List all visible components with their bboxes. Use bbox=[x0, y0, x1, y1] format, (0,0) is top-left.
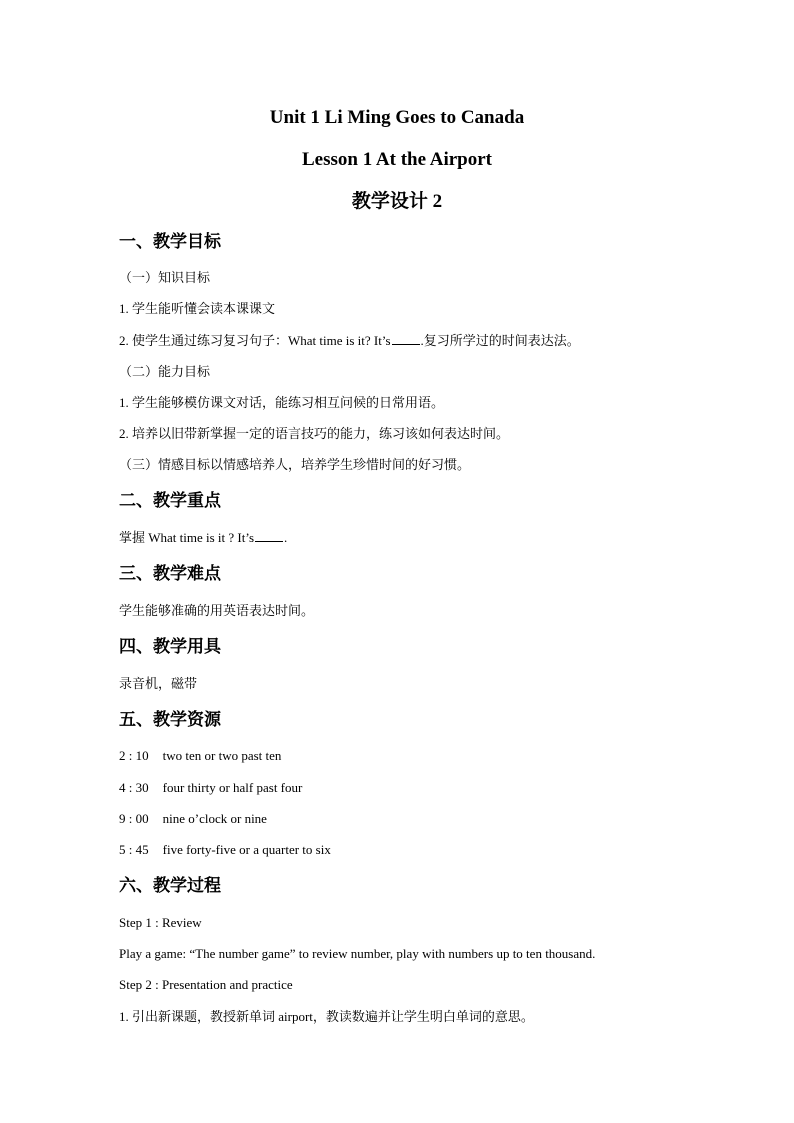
section-heading-tools: 四、教学用具 bbox=[119, 637, 221, 656]
time-row bbox=[119, 747, 281, 765]
step-1-heading: Step 1 : Review bbox=[119, 915, 202, 930]
time-value: 2 : 10 bbox=[119, 748, 149, 763]
subheading-emotion: （三）情感目标以情感培养人，培养学生珍惜时间的好习惯。 bbox=[119, 457, 471, 472]
step-2-heading: Step 2 : Presentation and practice bbox=[119, 977, 293, 992]
time-row bbox=[119, 841, 331, 859]
ability-item-1: 1. 学生能够模仿课文对话，能练习相互问候的日常用语。 bbox=[119, 395, 445, 410]
time-row bbox=[119, 810, 267, 828]
subheading-ability: （二）能力目标 bbox=[119, 364, 211, 379]
time-value: 9 : 00 bbox=[119, 811, 149, 826]
time-words: two ten or two past ten bbox=[162, 748, 282, 763]
tools-text: 录音机，磁带 bbox=[119, 676, 198, 691]
difficulty-text: 学生能够准确的用英语表达时间。 bbox=[119, 603, 315, 618]
section-heading-objectives: 一、教学目标 bbox=[119, 232, 221, 251]
time-value: 5 : 45 bbox=[119, 842, 149, 857]
design-title: 教学设计 2 bbox=[351, 191, 443, 212]
time-words: nine o’clock or nine bbox=[162, 811, 267, 826]
time-words: four thirty or half past four bbox=[162, 780, 303, 795]
objective-item-1: 1. 学生能听懂会读本课课文 bbox=[119, 301, 276, 316]
step-1-text: Play a game: “The number game” to review number, play with numbers up to ten thousand. bbox=[119, 946, 596, 961]
objective-item-2-tail: .复习所学过的时间表达法。 bbox=[420, 333, 580, 348]
section-heading-key-points: 二、教学重点 bbox=[119, 491, 221, 510]
time-words: five forty-five or a quarter to six bbox=[162, 842, 331, 857]
section-heading-process: 六、教学过程 bbox=[119, 876, 221, 895]
objective-item-2-text: 2. 使学生通过练习复习句子：What time is it? It’s bbox=[119, 333, 391, 348]
subheading-knowledge: （一）知识目标 bbox=[119, 270, 211, 285]
fill-blank bbox=[255, 530, 283, 542]
key-point-text-main: 掌握 What time is it ? It’s bbox=[119, 530, 255, 545]
ability-item-2: 2. 培养以旧带新掌握一定的语言技巧的能力，练习该如何表达时间。 bbox=[119, 426, 510, 441]
section-heading-resources: 五、教学资源 bbox=[119, 710, 221, 729]
key-point-text bbox=[119, 529, 287, 547]
time-value: 4 : 30 bbox=[119, 780, 149, 795]
section-heading-difficulties: 三、教学难点 bbox=[119, 564, 221, 583]
step-2-item-1: 1. 引出新课题，教授新单词 airport，教读数遍并让学生明白单词的意思。 bbox=[119, 1009, 534, 1024]
objective-item-2 bbox=[119, 332, 580, 350]
time-row bbox=[119, 779, 302, 797]
fill-blank bbox=[392, 333, 420, 345]
unit-title: Unit 1 Li Ming Goes to Canada bbox=[269, 107, 525, 128]
key-point-text-tail: . bbox=[284, 530, 288, 545]
lesson-title: Lesson 1 At the Airport bbox=[302, 149, 492, 170]
